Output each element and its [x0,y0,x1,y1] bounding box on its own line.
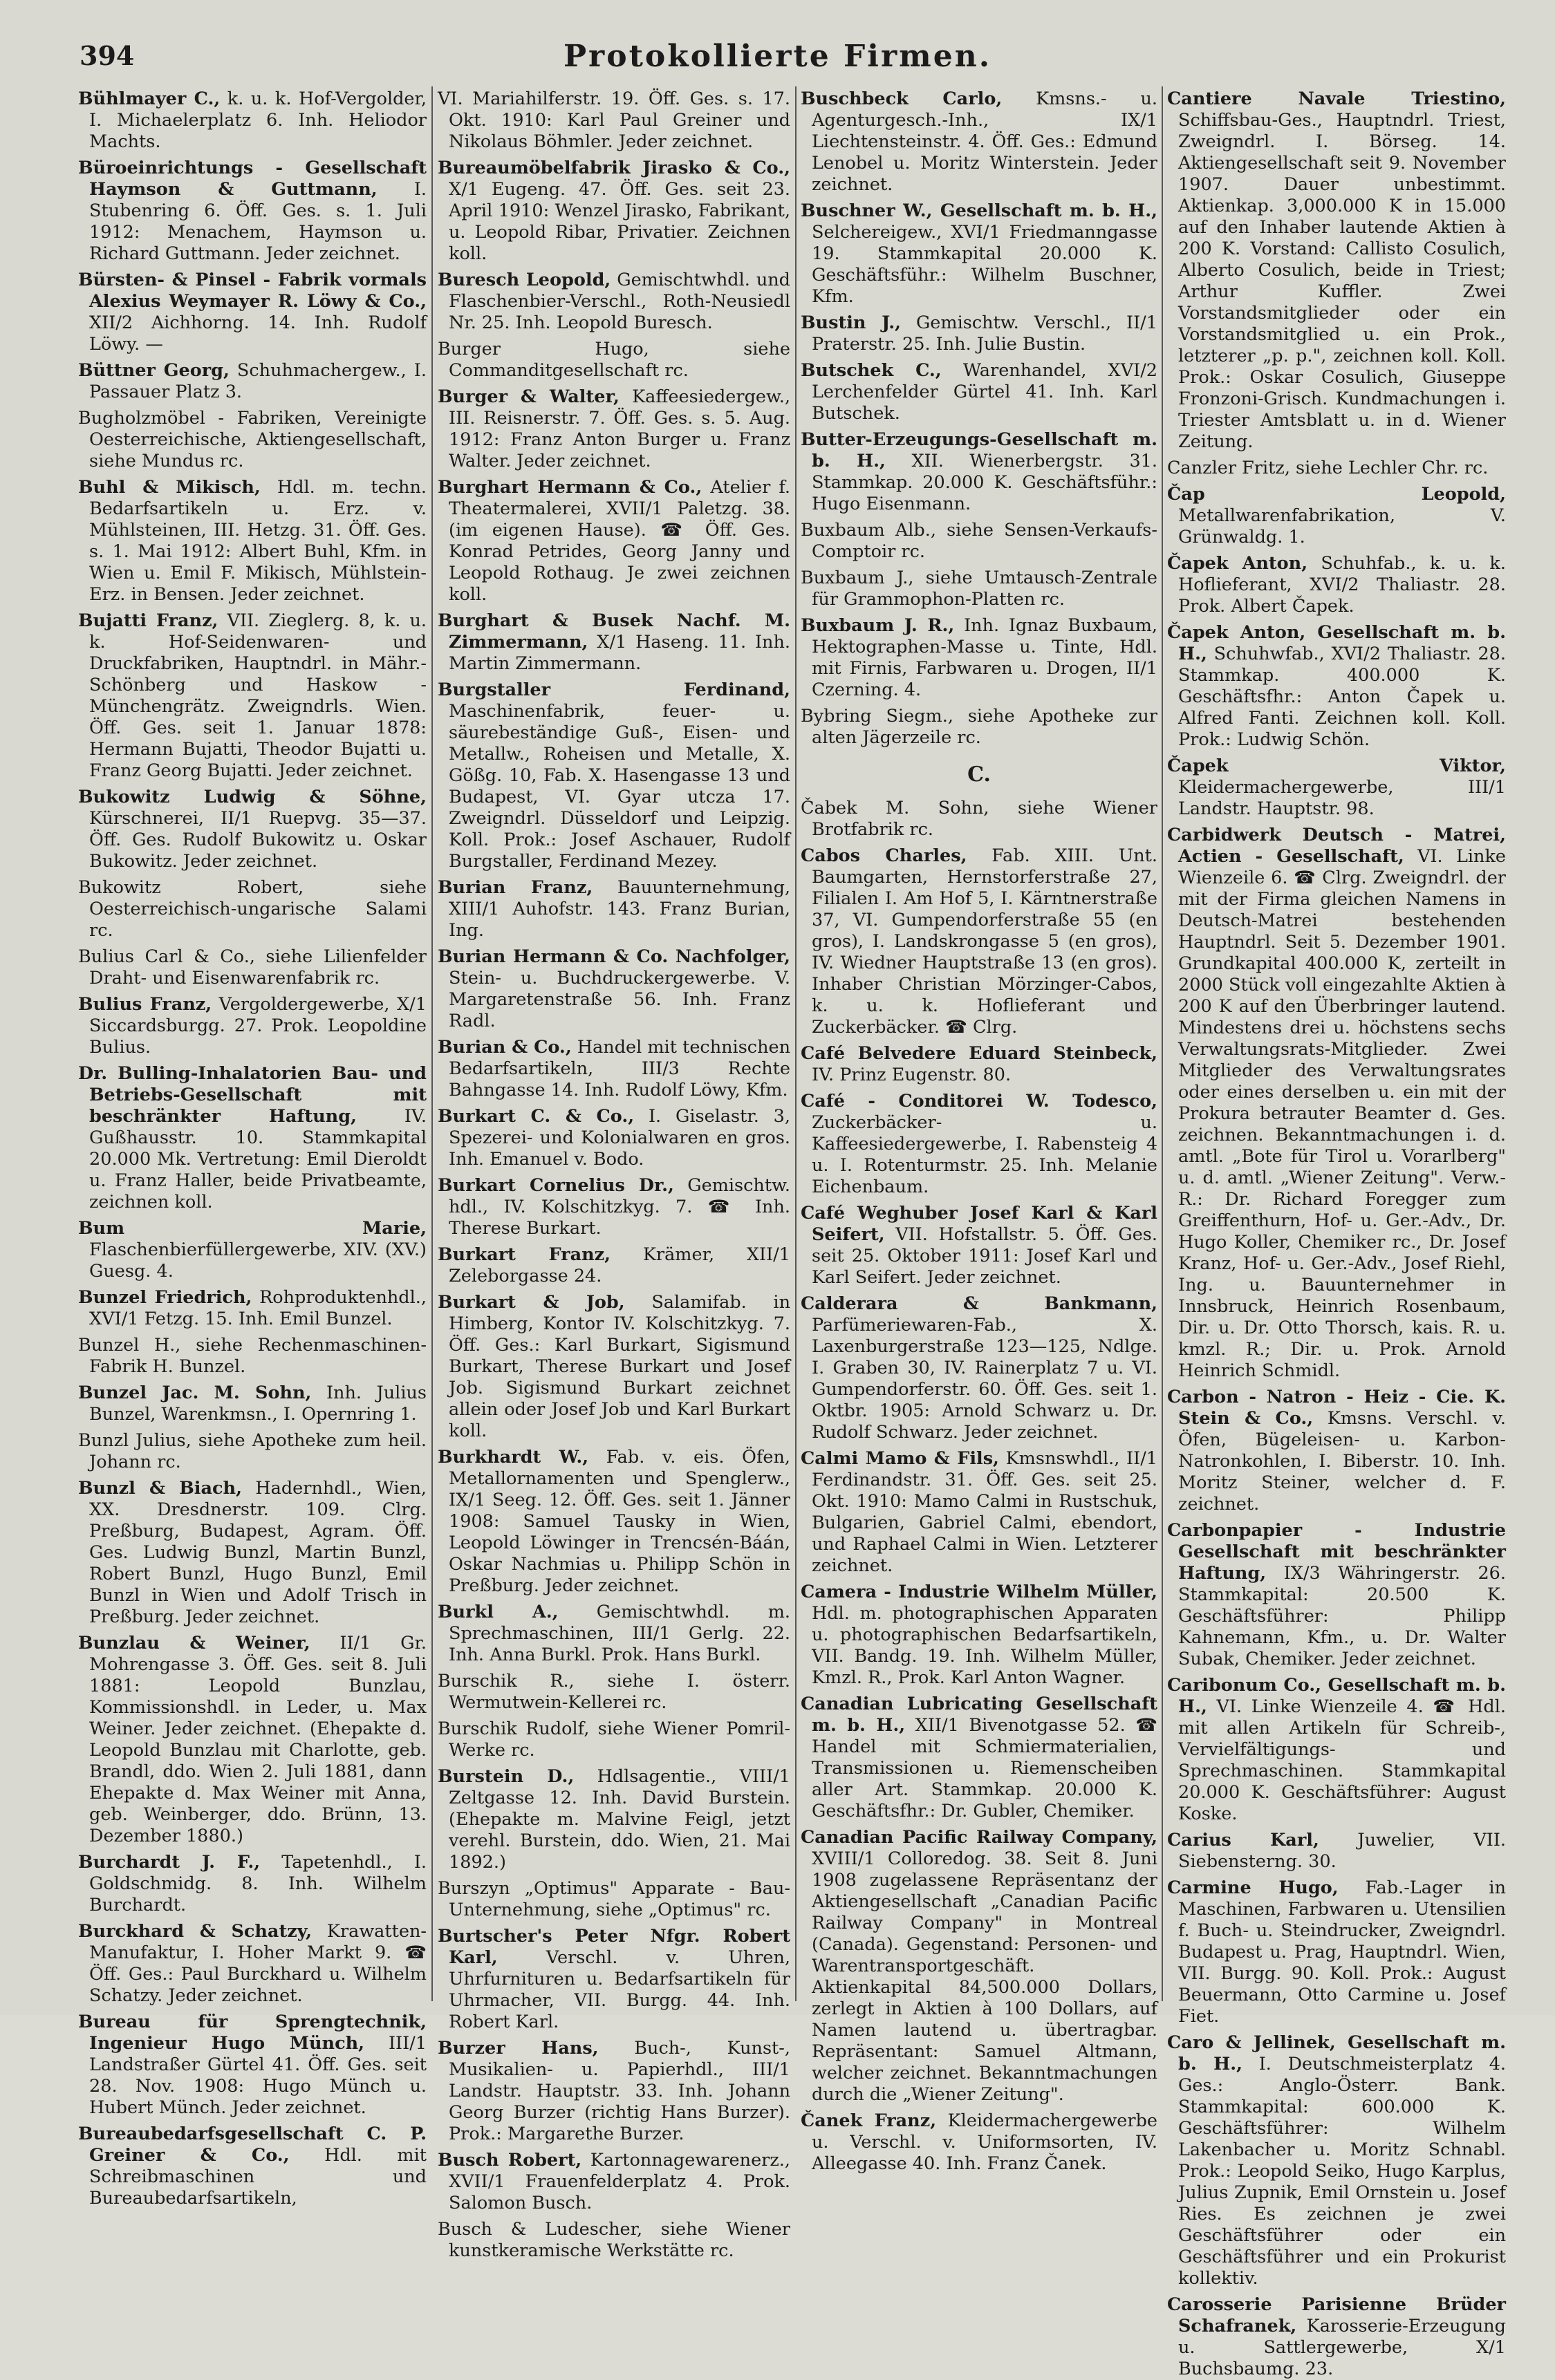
firm-name: Buschbeck Carlo, [801,88,1003,109]
entry-details: Kmsnswhdl., II/1 Ferdinandstr. 31. Öff. Ges. seit 25. Okt. 1910: Mamo Calmi in Rustschuk, Bulgarien, Gabriel Calmi, ebendort, und Raphael Calmi in Wien. Letzterer zeichnet. [812,1448,1158,1576]
firm-entry [801,88,1157,196]
firm-name: Buresch Leopold, [438,270,611,290]
entry-details: Kleidermachergewerbe, III/1 Landstr. Hauptstr. 98. [1178,777,1506,819]
firm-name: Bum Marie, [78,1218,427,1239]
entry-details: Selchereigew., XVI/1 Friedmanngasse 19. Stammkapital 20.000 K. Geschäftsführ.: Wilhelm Buschner, Kfm. [812,222,1157,307]
firm-entry [78,1218,427,1282]
entry-details: Stein- u. Buchdruckergewerbe. V. Margaretenstraße 56. Inh. Franz Radl. [449,968,790,1031]
entry-details: Hdl. m. photographischen Apparaten u. photographischen Bedarfsartikeln, VII. Bandg. 19. Inh. Wilhelm Müller, Kmzl. R., Prok. Karl Anton Wagner. [812,1603,1157,1688]
firm-entry [801,1091,1157,1198]
entry-details: Buxbaum Alb., siehe Sensen-Verkaufs-Comptoir rc. [801,520,1157,562]
firm-entry [438,270,790,334]
entry-details: XII/1 Bivenotgasse 52. ☎ Handel mit Schmiermaterialien, Transmissionen u. Riemenscheiben aller Art. Stammkap. 20.000 K. Geschäftsfhr.: Dr. Gubler, Chemiker. [812,1715,1158,1821]
column-3 [801,88,1158,2174]
entry-details: Atelier f. Theatermalerei, XVII/1 Paletzg. 38. (im eigenen Hause). ☎ Öff. Ges. Konrad Petrides, Georg Janny und Leopold Rothaug. Je zwei zeichnen koll. [449,477,790,605]
entry-details: Bauunternehmung, XIII/1 Auhofstr. 143. Franz Burian, Ing. [449,877,791,941]
entry-details: X/1 Eugeng. 47. Öff. Ges. seit 23. April 1910: Wenzel Jirasko, Fabrikant, u. Leopold Ribar, Privatier. Zeichnen koll. [449,179,790,264]
entry-details: Kmsns. Verschl. v. Öfen, Bügeleisen- u. Karbon-Natronkohlen, I. Biberstr. 10. Inh. Moritz Steiner, welcher d. F. zeichnet. [1178,1408,1506,1515]
firm-name: Bustin J., [801,312,901,333]
firm-name: Burzer Hans, [438,2038,599,2059]
firm-entry [801,200,1157,308]
firm-entry [78,360,427,403]
firm-entry [438,2219,790,2262]
firm-entry [801,615,1157,701]
firm-entry [438,1106,790,1170]
column-rule [795,86,797,2001]
firm-entry [801,1448,1157,1577]
entry-details: IV. Prinz Eugenstr. 80. [812,1065,1012,1085]
entry-details: Hdl. mit Schreibmaschinen und Bureaubedarfsartikeln, [89,2145,427,2209]
firm-name: Burkart C. & Co., [438,1106,635,1127]
firm-entry [438,1292,790,1442]
entry-details: III/1 Landstraßer Gürtel 41. Öff. Ges. seit 28. Nov. 1908: Hugo Münch u. Hubert Münch. Jeder zeichnet. [89,2033,427,2118]
firm-name: Carosserie Parisienne Brüder Schafranek, [1167,2294,1506,2336]
firm-entry [1167,1520,1506,1670]
firm-name: Burkart Cornelius Dr., [438,1175,674,1196]
firm-name: Burstein D., [438,1766,575,1787]
firm-name: Burger & Walter, [438,386,620,407]
firm-entry [438,2150,790,2214]
firm-entry [438,1926,790,2033]
firm-entry [801,1582,1157,1689]
column-rule [431,86,433,2001]
entry-details: Fab. v. eis. Öfen, Metallornamenten und Spenglerw., IX/1 Seeg. 12. Öff. Ges. seit 1. Jänner 1908: Samuel Tausky in Wien, Leopold Löwinger in Trencsén-Báán, Oskar Nachmias u. Philipp Schön in Preßburg. Jeder zeichnet. [449,1447,790,1596]
entry-details: Salamifab. in Himberg, Kontor IV. Kolschitzkyg. 7. Öff. Ges.: Karl Burkart, Sigismund Burkart, Therese Burkart und Josef Job. Sigismund Burkart zeichnet allein oder Josef Job und Karl Burkart koll. [449,1292,790,1441]
firm-entry [1167,458,1506,479]
firm-name: Bureau für Sprengtechnik, Ingenieur Hugo Münch, [78,2012,427,2054]
firm-entry [438,88,790,153]
firm-name: Camera - Industrie Wilhelm Müller, [801,1582,1157,1602]
entry-details: Vergoldergewerbe, X/1 Siccardsburgg. 27. Prok. Leopoldine Bulius. [89,994,427,1058]
firm-entry [438,1602,790,1666]
entry-details: VI. Linke Wienzeile 4. ☎ Hdl. mit allen Artikeln für Schreib-, Vervielfältigungs- und Sprechmaschinen. Stammkapital 20.000 K. Geschäftsführer: August Koske. [1178,1696,1507,1824]
firm-name: Carbonpapier - Industrie Gesellschaft mit beschränkter Haftung, [1167,1520,1506,1584]
firm-name: Burghart & Busek Nachf. M. Zimmermann, [438,610,790,653]
entry-details: Karosserie-Erzeugung u. Sattlergewerbe, X/1 Buchsbaumg. 23. [1178,2316,1506,2379]
firm-name: Café Weghuber Josef Karl & Karl Seifert, [801,1203,1157,1245]
entry-details: Fab. XIII. Unt. Baumgarten, Hernstorferstraße 27, Filialen I. Am Hof 5, I. Kärntnerstraße 37, VI. Gumpendorferstraße 55 (en gros), I. Landskrongasse 5 (en gros), IV. Wiedner Hauptstraße 13 (en gros). Inhaber Christian Mörzinger-Cabos, k. u. k. Hoflieferant und Zuckerbäcker. ☎ Clrg. [812,845,1157,1038]
firm-entry [78,1633,427,1847]
firm-name: Burtscher's Peter Nfgr. Robert Karl, [438,1926,790,1968]
firm-name: Burkart & Job, [438,1292,625,1313]
firm-entry [78,477,427,606]
firm-entry [78,787,427,872]
entry-details: Hadernhdl., Wien, XX. Dresdnerstr. 109. Clrg. Preßburg, Budapest, Agram. Öff. Ges. Ludwig Bunzl, Martin Bunzl, Robert Bunzl, Hugo Bunzl, Emil Bunzl in Wien und Adolf Trisch in Preßburg. Jeder zeichnet. [89,1478,427,1627]
entry-details: Bugholzmöbel - Fabriken, Vereinigte Oesterreichische, Aktiengesellschaft, siehe Mundus rc. [78,408,427,471]
firm-entry [78,408,427,472]
entry-details: k. u. k. Hof-Vergolder, I. Michaelerplatz 6. Inh. Heliodor Machts. [89,88,427,152]
entry-details: Bunzel H., siehe Rechenmaschinen-Fabrik H. Bunzel. [78,1335,427,1377]
firm-entry [1167,1830,1506,1873]
firm-name: Buxbaum J. R., [801,615,955,636]
firm-entry [438,158,790,265]
firm-entry [801,1694,1157,1822]
firm-entry [438,1878,790,1921]
firm-entry [78,88,427,153]
firm-name: Calderara & Bankmann, [801,1293,1157,1314]
entry-details: I. Deutschmeisterplatz 4. Ges.: Anglo-Österr. Bank. Stammkapital: 600.000 K. Geschäftsführer: Wilhelm Lakenbacher u. Moritz Schnabl. Prok.: Leopold Seiko, Hugo Karplus, Julius Zupnik, Emil Ornstein u. Josef Ries. Es zeichnen je zwei Geschäftsführer oder ein Geschäftsführer und ein Prokurist kollektiv. [1178,2054,1507,2289]
firm-entry [801,1043,1157,1086]
firm-entry [801,2110,1157,2175]
firm-entry [78,158,427,265]
firm-name: Caro & Jellinek, Gesellschaft m. b. H., [1167,2032,1506,2074]
firm-name: Bürsten- & Pinsel - Fabrik vormals Alexius Weymayer R. Löwy & Co., [78,270,427,312]
firm-entry [438,477,790,606]
firm-entry [1167,1387,1506,1515]
firm-name: Bukowitz Ludwig & Söhne, [78,787,427,807]
firm-entry [1167,1675,1506,1825]
entry-details: Gemischtw. Verschl., II/1 Praterstr. 25. Inh. Julie Bustin. [812,312,1157,355]
entry-details: Hdlsagentie., VIII/1 Zeltgasse 12. Inh. David Burstein. (Ehepakte m. Malvine Feigl, jetzt verehl. Burstein, ddo. Wien, 21. Mai 1892.) [449,1766,791,1873]
entry-details: Parfümeriewaren-Fab., X. Laxenburgerstraße 123—125, Ndlge. I. Graben 30, IV. Rainerplatz 7 u. VI. Gumpendorferstr. 60. Öff. Ges. seit 1. Oktbr. 1905: Arnold Schwarz u. Dr. Rudolf Schwarz. Jeder zeichnet. [812,1315,1157,1443]
firm-entry [801,1827,1157,2106]
firm-entry [78,2124,427,2209]
firm-entry [78,1383,427,1425]
firm-entry [78,610,427,782]
firm-entry [438,680,790,872]
firm-name: Carius Karl, [1167,1830,1319,1850]
firm-name: Carbidwerk Deutsch - Matrei, Actien - Gesellschaft, [1167,825,1506,867]
entry-details: Kürschnerei, II/1 Ruepvg. 35—37. Öff. Ges. Rudolf Bukowitz u. Oskar Bukowitz. Jeder zeichnet. [89,808,427,872]
firm-entry [801,845,1157,1038]
firm-name: Bunzlau & Weiner, [78,1633,310,1653]
firm-name: Butter-Erzeugungs-Gesellschaft m. b. H., [801,429,1157,471]
firm-name: Bunzl & Biach, [78,1478,242,1499]
firm-name: Burkart Franz, [438,1244,611,1265]
entry-details: II/1 Gr. Mohrengasse 3. Öff. Ges. seit 8. Juli 1881: Leopold Bunzlau, Kommissionshdl. in Leder, u. Max Weiner. Jeder zeichnet. (Ehepakte d. Leopold Bunzlau mit Charlotte, geb. Brandl, ddo. Wien 2. Juli 1881, dann Ehepakte d. Max Weiner mit Anna, geb. Weinberger, ddo. Brünn, 13. Dezember 1880.) [89,1633,427,1846]
firm-entry [78,1921,427,2007]
column-4 [1167,88,1507,2379]
entry-details: Busch & Ludescher, siehe Wiener kunstkeramische Werkstätte rc. [438,2219,790,2261]
firm-name: Canadian Pacific Railway Company, [801,1827,1157,1848]
entry-details: Gemischtw. hdl., IV. Kolschitzkyg. 7. ☎ Inh. Therese Burkart. [449,1175,790,1239]
firm-entry [1167,553,1506,617]
running-head: Protokollierte Firmen. [563,39,992,74]
entry-details: XVIII/1 Colloredog. 38. Seit 8. Juni 1908 zugelassene Repräsentanz der Aktiengesellschaft „Canadian Pacific Railway Company" in Montreal (Canada). Gegenstand: Personen- und Warentransportgeschäft. Aktienkapital 84,500.000 Dollars, zerlegt in Aktien à 100 Dollars, auf Namen lautend u. übertragbar. Repräsentant: Samuel Altmann, welcher zeichnet. Bekanntmachungen durch die „Wiener Zeitung". [812,1848,1157,2105]
firm-entry [438,610,790,675]
column-1 [78,88,427,2209]
entry-details: Kleidermachergewerbe u. Verschl. v. Uniformsorten, IV. Alleegasse 40. Inh. Franz Čanek. [812,2110,1157,2174]
firm-name: Carbon - Natron - Heiz - Cie. K. Stein & Co., [1167,1387,1506,1429]
entry-details: I. Giselastr. 3, Spezerei- und Kolonialwaren en gros. Inh. Emanuel v. Bodo. [449,1106,791,1170]
entry-details: Schuhmachergew., I. Passauer Platz 3. [89,360,427,402]
firm-name: Burckhard & Schatzy, [78,1921,312,1942]
firm-entry [78,270,427,355]
firm-entry [801,520,1157,563]
firm-name: Burian Franz, [438,877,593,898]
firm-entry [438,1671,790,1714]
firm-name: Calmi Mamo & Fils, [801,1448,999,1469]
entry-details: Buxbaum J., siehe Umtausch-Zentrale für Grammophon-Platten rc. [801,568,1157,610]
firm-entry [801,429,1157,515]
entry-details: Bybring Siegm., siehe Apotheke zur alten Jägerzeile rc. [801,706,1157,748]
firm-entry [1167,88,1506,453]
firm-entry [801,798,1157,841]
firm-entry [78,877,427,941]
firm-entry [801,706,1157,749]
firm-entry [78,1852,427,1916]
firm-entry [78,2012,427,2119]
firm-entry [438,946,790,1032]
firm-entry [801,1293,1157,1443]
firm-entry [438,339,790,382]
page-number: 394 [80,40,135,71]
firm-entry [801,1203,1157,1289]
firm-name: Bujatti Franz, [78,610,218,631]
entry-details: Canzler Fritz, siehe Lechler Chr. rc. [1167,458,1489,478]
column-2 [438,88,791,2261]
entry-details: Bukowitz Robert, siehe Oesterreichisch-ungarische Salami rc. [78,877,427,941]
firm-name: Buhl & Mikisch, [78,477,261,498]
entry-details: Kmsns.- u. Agenturgesch.-Inh., IX/1 Liechtensteinstr. 4. Öff. Ges.: Edmund Lenobel u. Moritz Winterstein. Jeder zeichnet. [812,88,1158,195]
firm-name: Bühlmayer C., [78,88,221,109]
firm-name: Carmine Hugo, [1167,1877,1339,1898]
entry-details: Bunzl Julius, siehe Apotheke zum heil. Johann rc. [78,1430,427,1472]
firm-name: Burian Hermann & Co. Nachfolger, [438,946,790,967]
firm-name: Bunzel Friedrich, [78,1287,252,1308]
firm-entry [1167,825,1506,1382]
firm-name: Canadian Lubricating Gesellschaft m. b. H., [801,1694,1157,1736]
firm-entry [1167,484,1506,548]
firm-name: Caribonum Co., Gesellschaft m. b. H., [1167,1675,1506,1717]
entry-details: Inh. Ignaz Buxbaum, Hektographen-Masse u. Tinte, Hdl. mit Firnis, Farbwaren u. Drogen, II/1 Czerning. 4. [812,615,1157,700]
entry-details: Juwelier, VII. Siebensterng. 30. [1178,1830,1507,1872]
entry-details: Metallwarenfabrikation, V. Grünwaldg. 1. [1178,505,1506,547]
firm-name: Dr. Bulling-Inhalatorien Bau- und Betriebs-Gesellschaft mit beschränkter Haftung, [78,1063,427,1127]
firm-entry [438,1766,790,1873]
firm-entry [801,312,1157,355]
entry-details: Schiffsbau-Ges., Hauptndrl. Triest, Zweigndrl. I. Börseg. 14. Aktiengesellschaft seit 9. November 1907. Dauer unbestimmt. Aktienkap. 3,000.000 K in 15.000 auf den Inhaber lautende Aktien à 200 K. Vorstand: Callisto Cosulich, Alberto Cosulich, beide in Triest; Arthur Kuffler. Zwei Vorstandsmitglieder oder ein Vorstandsmitglied u. ein Prok., letzterer „p. p.", zeichnen koll. Koll. Prok.: Oskar Cosulich, Giuseppe Fronzoni-Grisch. Kundmachungen i. Triester Amtsblatt u. in d. Wiener Zeitung. [1178,110,1506,452]
firm-entry [438,1037,790,1101]
section-letter: C. [967,762,991,787]
entry-details: Inh. Julius Bunzel, Warenkmsn., I. Opernring 1. [89,1383,427,1425]
entry-details: Maschinenfabrik, feuer- u. säurebeständige Guß-, Eisen- und Metallw., Roheisen und Metalle, X. Gößg. 10, Fab. X. Hasengasse 13 und Budapest, VI. Gyar utcza 17. Zweigndrl. Düsseldorf und Leipzig. Koll. Prok.: Josef Aschauer, Rudolf Burgstaller, Ferdinand Mezey. [449,701,790,872]
firm-name: Cantiere Navale Triestino, [1167,88,1506,109]
firm-name: Čapek Anton, Gesellschaft m. b. H., [1167,622,1506,664]
entry-details: Buch-, Kunst-, Musikalien- u. Papierhdl., III/1 Landstr. Hauptstr. 33. Inh. Johann Georg Burzer (richtig Hans Burzer). Prok.: Margarethe Burzer. [449,2038,791,2144]
entry-details: IV. Gußhausstr. 10. Stammkapital 20.000 Mk. Vertretung: Emil Dieroldt u. Franz Haller, beide Privatbeamte, zeichnen koll. [89,1106,427,1212]
entry-details: Burger Hugo, siehe Commanditgesellschaft rc. [438,339,790,381]
entry-details: VII. Zieglerg. 8, k. u. k. Hof-Seidenwaren- und Druckfabriken, Hauptndrl. in Mähr.-Schönberg und Haskow - Münchengrätz. Zweigndrls. Wien. Öff. Ges. seit 1. Januar 1878: Hermann Bujatti, Theodor Bujatti u. Franz Georg Bujatti. Jeder zeichnet. [89,610,427,781]
firm-name: Bulius Franz, [78,994,212,1015]
entry-details: Burschik Rudolf, siehe Wiener Pomril-Werke rc. [438,1718,790,1761]
firm-name: Burkl A., [438,1602,559,1622]
entry-details: Krämer, XII/1 Zeleborgasse 24. [449,1244,790,1286]
firm-entry [1167,2294,1506,2380]
firm-entry [801,568,1157,610]
firm-entry [438,1718,790,1761]
entry-details: Fab.-Lager in Maschinen, Farbwaren u. Utensilien f. Buch- u. Steindrucker, Zweigndrl. Budapest u. Prag, Hauptndrl. Wien, VII. Burgg. 90. Koll. Prok.: August Beuermann, Otto Carmine u. Josef Fiet. [1178,1877,1507,2027]
firm-name: Čapek Viktor, [1167,756,1506,776]
firm-name: Büttner Georg, [78,360,230,381]
firm-name: Čap Leopold, [1167,484,1506,505]
firm-name: Bureaumöbelfabrik Jirasko & Co., [438,158,790,178]
firm-entry [78,1063,427,1213]
entry-details: VI. Linke Wienzeile 6. ☎ Clrg. Zweigndrl. der mit der Firma gleichen Namens in Deutsch-Matrei bestehenden Hauptndrl. Seit 5. Dezember 1901. Grundkapital 400.000 K, zerteilt in 2000 Stück voll eingezahlte Aktien à 200 K auf den Überbringer lautend. Mindestens drei u. höchstens sechs Verwaltungsrats-Mitglieder. Zwei Mitglieder des Verwaltungsrates oder eines derselben u. ein mit der Prokura betrauter Beamter d. Ges. zeichnen. Bekanntmachungen i. d. amtl. „Bote für Tirol u. Vorarlberg" u. d. amtl. „Wiener Zeitung". Verw.-R.: Dr. Richard Foregger zum Greiffenthurn, Hof- u. Ger.-Adv., Dr. Hugo Koller, Chemiker rc., Dr. Josef Kranz, Hof- u. Ger.-Adv., Josef Riehl, Ing. u. Bauunternehmer in Innsbruck, Heinrich Rosenbaum, Dir. u. Dr. Otto Thorsch, kais. R. u. kmzl. R.; Dir. u. Prok. Arnold Heinrich Schmidl. [1178,846,1506,1381]
entry-details: XII/2 Aichhorng. 14. Inh. Rudolf Löwy. — [89,312,427,355]
firm-entry [438,1175,790,1239]
firm-entry [78,946,427,989]
firm-entry [78,1287,427,1330]
firm-name: Bureaubedarfsgesellschaft C. P. Greiner & Co., [78,2124,427,2166]
firm-name: Burgstaller Ferdinand, [438,680,790,700]
firm-name: Cabos Charles, [801,845,967,866]
firm-name: Buschner W., Gesellschaft m. b. H., [801,200,1157,221]
firm-entry [438,2038,790,2145]
firm-entry [1167,756,1506,820]
entry-details: VI. Mariahilferstr. 19. Öff. Ges. s. 17. Okt. 1910: Karl Paul Greiner und Nikolaus Böhmler. Jeder zeichnet. [438,88,790,152]
firm-entry [1167,622,1506,751]
firm-name: Bunzel Jac. M. Sohn, [78,1383,312,1403]
firm-entry [1167,1877,1506,2027]
firm-name: Café - Conditorei W. Todesco, [801,1091,1157,1112]
entry-details: Rohproduktenhdl., XVI/1 Fetzg. 15. Inh. Emil Bunzel. [89,1287,427,1329]
firm-name: Café Belvedere Eduard Steinbeck, [801,1043,1157,1064]
entry-details: Warenhandel, XVI/2 Lerchenfelder Gürtel 41. Inh. Karl Butschek. [812,360,1158,424]
entry-details: Tapetenhdl., I. Goldschmidg. 8. Inh. Wilhelm Burchardt. [89,1852,427,1915]
entry-details: Gemischtwhdl. m. Sprechmaschinen, III/1 Gerlg. 22. Inh. Anna Burkl. Prok. Hans Burkl. [449,1602,790,1665]
firm-name: Butschek C., [801,360,942,381]
entry-details: Burszyn „Optimus" Apparate - Bau-Unternehmung, siehe „Optimus" rc. [438,1878,790,1920]
firm-entry [438,1447,790,1597]
column-rule [1162,86,1163,2001]
firm-name: Burian & Co., [438,1037,572,1058]
firm-name: Burkhardt W., [438,1447,589,1468]
entry-details: Flaschenbierfüllergewerbe, XIV. (XV.) Guesg. 4. [89,1239,427,1282]
entry-details: XII. Wienerbergstr. 31. Stammkap. 20.000 K. Geschäftsführ.: Hugo Eisenmann. [812,451,1157,514]
firm-name: Burchardt J. F., [78,1852,261,1873]
entry-details: I. Stubenring 6. Öff. Ges. s. 1. Juli 1912: Menachem, Haymson u. Richard Guttmann. Jeder zeichnet. [89,179,427,264]
firm-entry [78,1335,427,1378]
firm-name: Busch Robert, [438,2150,582,2171]
firm-entry [1167,2032,1506,2289]
firm-entry [438,386,790,472]
firm-name: Büroeinrichtungs - Gesellschaft Haymson & Guttmann, [78,158,427,200]
entry-details: VII. Hofstallstr. 5. Öff. Ges. seit 25. Oktober 1911: Josef Karl und Karl Seifert. Jeder zeichnet. [812,1224,1157,1288]
entry-details: Kartonnagewarenerz., XVII/1 Frauenfelderplatz 4. Prok. Salomon Busch. [449,2150,790,2213]
entry-details: IX/3 Währingerstr. 26. Stammkapital: 20.500 K. Geschäftsführer: Philipp Kahnemann, Kfm., u. Dr. Walter Subak, Chemiker. Jeder zeichnet. [1178,1563,1506,1669]
firm-entry [78,1478,427,1628]
entry-details: Schuhwfab., XVI/2 Thaliastr. 28. Stammkap. 400.000 K. Geschäftsfhr.: Anton Čapek u. Alfred Fanti. Zeichnen koll. Koll. Prok.: Ludwig Schön. [1178,644,1507,750]
firm-name: Čapek Anton, [1167,553,1308,574]
entry-details: Kaffeesiedergew., III. Reisnerstr. 7. Öff. Ges. s. 5. Aug. 1912: Franz Anton Burger u. Franz Walter. Jeder zeichnet. [449,386,790,471]
entry-details: Schuhfab., k. u. k. Hoflieferant, XVI/2 Thaliastr. 28. Prok. Albert Čapek. [1178,553,1506,617]
entry-details: Handel mit technischen Bedarfsartikeln, III/3 Rechte Bahngasse 14. Inh. Rudolf Löwy, Kfm. [449,1037,791,1100]
entry-details: Čabek M. Sohn, siehe Wiener Brotfabrik rc. [801,798,1157,840]
firm-entry [78,1430,427,1473]
firm-entry [438,1244,790,1287]
entry-details: Burschik R., siehe I. österr. Wermutwein-Kellerei rc. [438,1671,790,1713]
entry-details: Bulius Carl & Co., siehe Lilienfelder Draht- und Eisenwarenfabrik rc. [78,946,427,988]
entry-details: Verschl. v. Uhren, Uhrfurnituren u. Bedarfsartikeln für Uhrmacher, VII. Burgg. 44. Inh. Robert Karl. [449,1947,790,2032]
firm-entry [801,360,1157,424]
entry-details: Hdl. m. techn. Bedarfsartikeln u. Erz. v. Mühlsteinen, III. Hetzg. 31. Öff. Ges. s. 1. Mai 1912: Albert Buhl, Kfm. in Wien u. Emil F. Mikisch, Mühlstein-Erz. in Bensen. Jeder zeichnet. [89,477,427,605]
entry-details: X/1 Haseng. 11. Inh. Martin Zimmermann. [449,632,790,674]
firm-name: Burghart Hermann & Co., [438,477,702,498]
entry-details: Krawatten-Manufaktur, I. Hoher Markt 9. ☎ Öff. Ges.: Paul Burckhard u. Wilhelm Schatzy. Jeder zeichnet. [89,1921,427,2006]
firm-entry [438,877,790,941]
entry-details: Zuckerbäcker- u. Kaffeesiedergewerbe, I. Rabensteig 4 u. I. Rotenturmstr. 25. Inh. Melanie Eichenbaum. [812,1112,1157,1197]
firm-entry [78,994,427,1058]
firm-name: Čanek Franz, [801,2110,937,2131]
entry-details: Gemischtwhdl. und Flaschenbier-Verschl., Roth-Neusiedl Nr. 25. Inh. Leopold Buresch. [449,270,790,333]
